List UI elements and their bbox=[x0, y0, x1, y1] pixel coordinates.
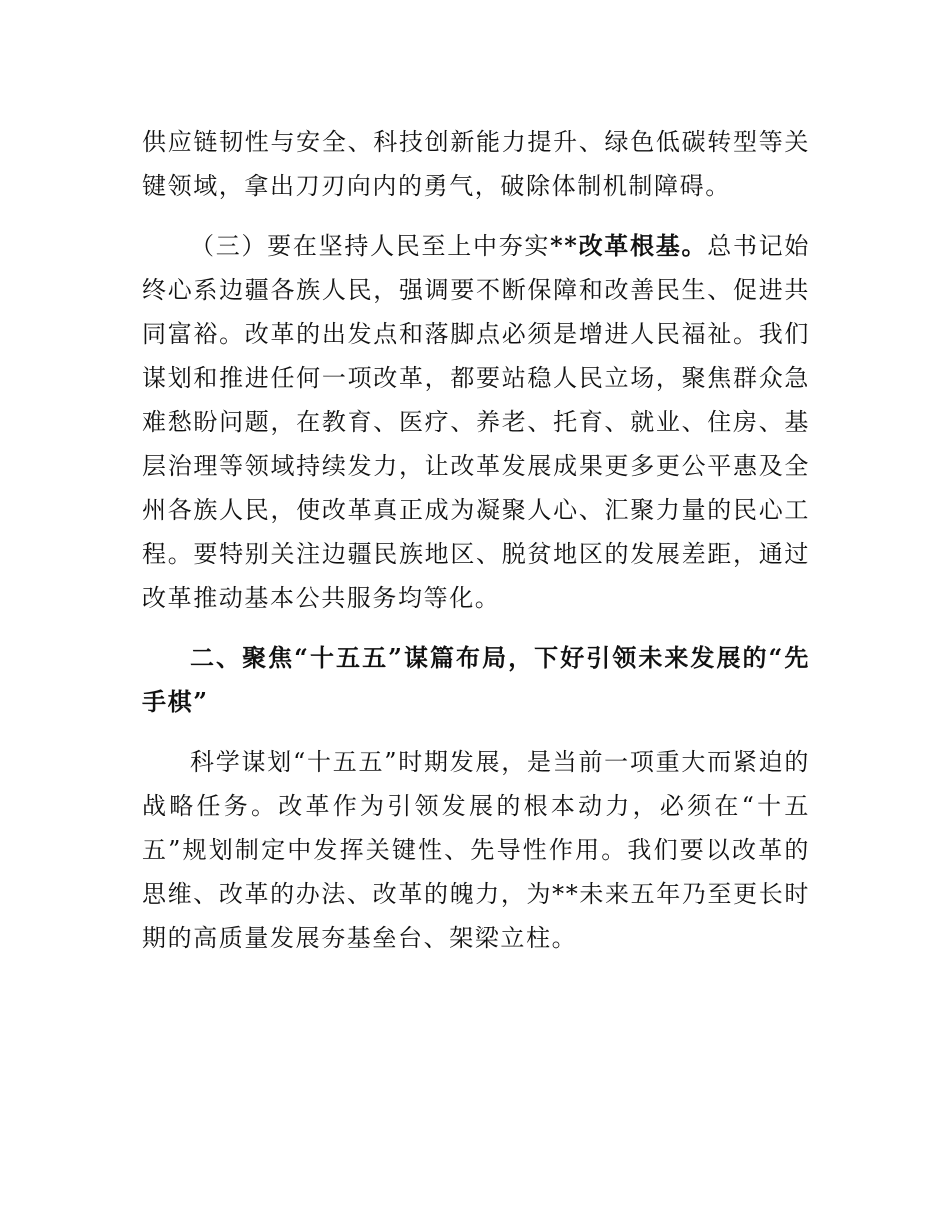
paragraph-part-two-intro: 科学谋划“十五五”时期发展，是当前一项重大而紧迫的战略任务。改革作为引领发展的根本动力，必须在“十五五”规划制定中发挥关键性、先导性作用。我们要以改革的思维、改革的办法、改革的魄力，为**未来五年乃至更长时期的高质量发展夯基垒台、架梁立柱。 bbox=[142, 748, 810, 952]
section-three-body: 总书记始终心系边疆各族人民，强调要不断保障和改善民生、促进共同富裕。改革的出发点和落脚点必须是增进人民福祉。我们谋划和推进任何一项改革，都要站稳人民立场，聚焦群众急难愁盼问题，在教育、医疗、养老、托育、就业、住房、基层治理等领域持续发力，让改革发展成果更多更公平惠及全州各族人民，使改革真正成为凝聚人心、汇聚力量的民心工程。要特别关注边疆民族地区、脱贫地区的发展差距，通过改革推动基本公共服务均等化。 bbox=[142, 232, 810, 612]
paragraph-section-three bbox=[142, 224, 810, 620]
section-three-lead: （三）要在坚持人民至上中夯实 bbox=[190, 232, 551, 260]
paragraph-continuation: 供应链韧性与安全、科技创新能力提升、绿色低碳转型等关键领域，拿出刀刃向内的勇气，破除体制机制障碍。 bbox=[142, 128, 810, 200]
document-body bbox=[142, 120, 810, 976]
heading-part-two: 二、聚焦“十五五”谋篇布局，下好引领未来发展的“先手棋” bbox=[142, 643, 810, 716]
section-three-lead-bold: **改革根基。 bbox=[550, 231, 708, 260]
